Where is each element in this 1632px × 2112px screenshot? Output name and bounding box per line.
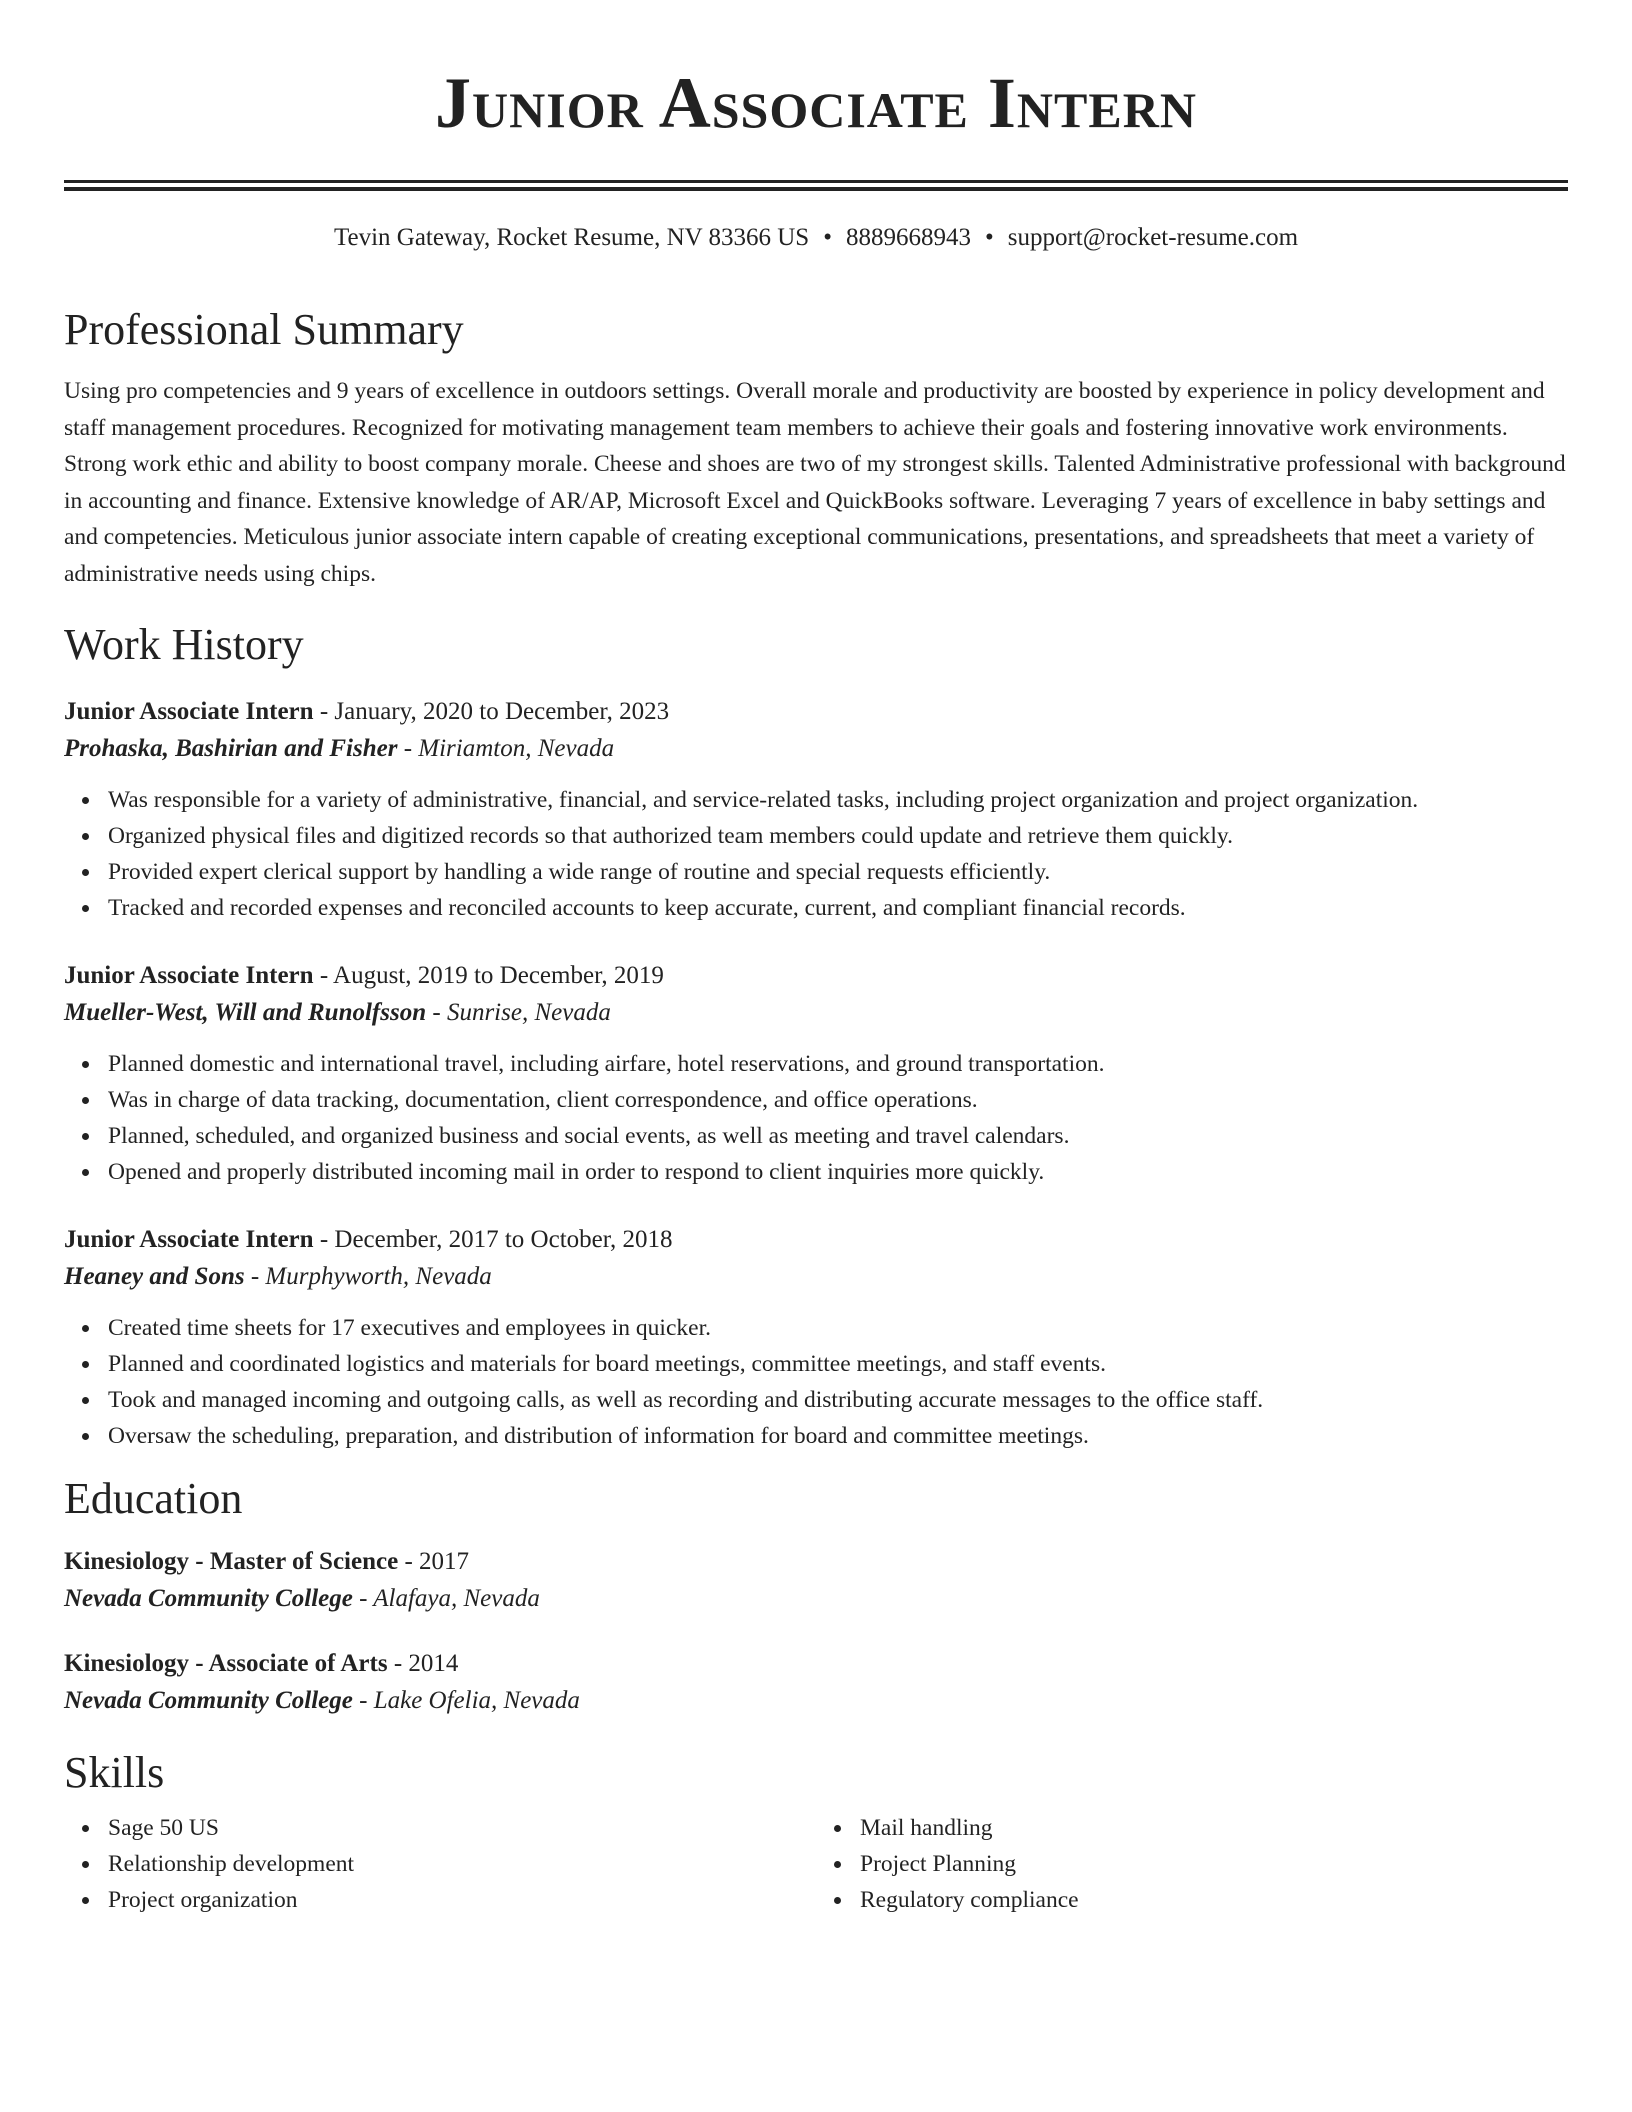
job-role: Junior Associate Intern — [64, 698, 314, 725]
education-heading: Education — [64, 1474, 243, 1523]
job-entry — [64, 958, 1568, 1190]
skill-item: Project organization — [108, 1882, 816, 1918]
list-item: Took and managed incoming and outgoing calls, as well as recording and distributing accurate messages to the office staff. — [108, 1382, 1568, 1418]
skill-item: Sage 50 US — [108, 1810, 816, 1846]
degree-year: - 2014 — [387, 1650, 459, 1677]
skills-column-right — [816, 1810, 1568, 1918]
candidate-name: Junior Associate Intern — [435, 63, 1197, 143]
job-title-line — [64, 958, 1568, 994]
list-item: Organized physical files and digitized records so that authorized team members could update and retrieve them quickly. — [108, 818, 1568, 854]
school: Nevada Community College — [64, 1687, 353, 1714]
job-title-line — [64, 1222, 1568, 1258]
skill-item: Relationship development — [108, 1846, 816, 1882]
skills-column-left — [64, 1810, 816, 1918]
list-item: Provided expert clerical support by handling a wide range of routine and special requests efficiently. — [108, 854, 1568, 890]
job-bullets — [64, 1046, 1568, 1190]
degree: Kinesiology - Master of Science — [64, 1548, 399, 1575]
list-item: Planned, scheduled, and organized business and social events, as well as meeting and travel calendars. — [108, 1118, 1568, 1154]
list-item: Planned domestic and international travel, including airfare, hotel reservations, and ground transportation. — [108, 1046, 1568, 1082]
job-bullets — [64, 782, 1568, 926]
header-divider — [64, 180, 1568, 191]
job-company-line — [64, 730, 1568, 768]
contact-separator: • — [984, 224, 994, 251]
list-item: Created time sheets for 17 executives and employees in quicker. — [108, 1310, 1568, 1346]
job-dates: - December, 2017 to October, 2018 — [313, 1226, 673, 1253]
job-location: - Murphyworth, Nevada — [244, 1263, 492, 1290]
school: Nevada Community College — [64, 1585, 353, 1612]
school-location: - Alafaya, Nevada — [352, 1585, 540, 1612]
list-item: Oversaw the scheduling, preparation, and distribution of information for board and committee meetings. — [108, 1418, 1568, 1454]
contact-email: support@rocket-resume.com — [1007, 224, 1299, 251]
job-company: Prohaska, Bashirian and Fisher — [64, 735, 398, 762]
job-company-line — [64, 1258, 1568, 1296]
contact-address: Tevin Gateway, Rocket Resume, NV 83366 US — [333, 224, 810, 251]
job-company: Heaney and Sons — [64, 1263, 245, 1290]
job-company: Mueller-West, Will and Runolfsson — [64, 999, 427, 1026]
contact-phone: 8889668943 — [845, 224, 971, 251]
list-item: Planned and coordinated logistics and materials for board meetings, committee meetings, and staff events. — [108, 1346, 1568, 1382]
skills-grid — [64, 1810, 1568, 1918]
degree-year: - 2017 — [398, 1548, 470, 1575]
degree: Kinesiology - Associate of Arts — [64, 1650, 388, 1677]
skill-item: Project Planning — [860, 1846, 1568, 1882]
job-bullets — [64, 1310, 1568, 1454]
skill-item: Regulatory compliance — [860, 1882, 1568, 1918]
list-item: Was responsible for a variety of administrative, financial, and service-related tasks, including project organization and project organization. — [108, 782, 1568, 818]
school-line — [64, 1580, 1568, 1618]
degree-line — [64, 1646, 1568, 1682]
school-line — [64, 1682, 1568, 1720]
education-entry — [64, 1646, 1568, 1720]
school-location: - Lake Ofelia, Nevada — [352, 1687, 580, 1714]
contact-line — [64, 221, 1568, 255]
summary-heading: Professional Summary — [64, 305, 464, 354]
job-entry — [64, 694, 1568, 926]
list-item: Was in charge of data tracking, documentation, client correspondence, and office operations. — [108, 1082, 1568, 1118]
degree-line — [64, 1544, 1568, 1580]
job-dates: - August, 2019 to December, 2019 — [313, 962, 664, 989]
job-location: - Miriamton, Nevada — [397, 735, 615, 762]
list-item: Tracked and recorded expenses and reconciled accounts to keep accurate, current, and compliant financial records. — [108, 890, 1568, 926]
skill-item: Mail handling — [860, 1810, 1568, 1846]
job-entry — [64, 1222, 1568, 1454]
summary-text: Using pro competencies and 9 years of excellence in outdoors settings. Overall morale and productivity are boosted by experience in policy development and staff management procedures. Recognized for motivating management team members to achieve their goals and fostering innovative work environments. Strong work ethic and ability to boost company morale. Cheese and shoes are two of my strongest skills. Talented Administrative professional with background in accounting and finance. Extensive knowledge of AR/AP, Microsoft Excel and QuickBooks software. Leveraging 7 years of excellence in baby settings and and competencies. Meticulous junior associate intern capable of creating exceptional communications, presentations, and spreadsheets that meet a variety of administrative needs using chips. — [64, 378, 1566, 587]
list-item: Opened and properly distributed incoming mail in order to respond to client inquiries more quickly. — [108, 1154, 1568, 1190]
job-company-line — [64, 994, 1568, 1032]
job-location: - Sunrise, Nevada — [426, 999, 611, 1026]
education-entry — [64, 1544, 1568, 1618]
job-title-line — [64, 694, 1568, 730]
job-role: Junior Associate Intern — [64, 962, 314, 989]
job-dates: - January, 2020 to December, 2023 — [313, 698, 670, 725]
work-history-heading: Work History — [64, 620, 304, 669]
skills-heading: Skills — [64, 1748, 165, 1797]
job-role: Junior Associate Intern — [64, 1226, 314, 1253]
contact-separator: • — [823, 224, 832, 251]
